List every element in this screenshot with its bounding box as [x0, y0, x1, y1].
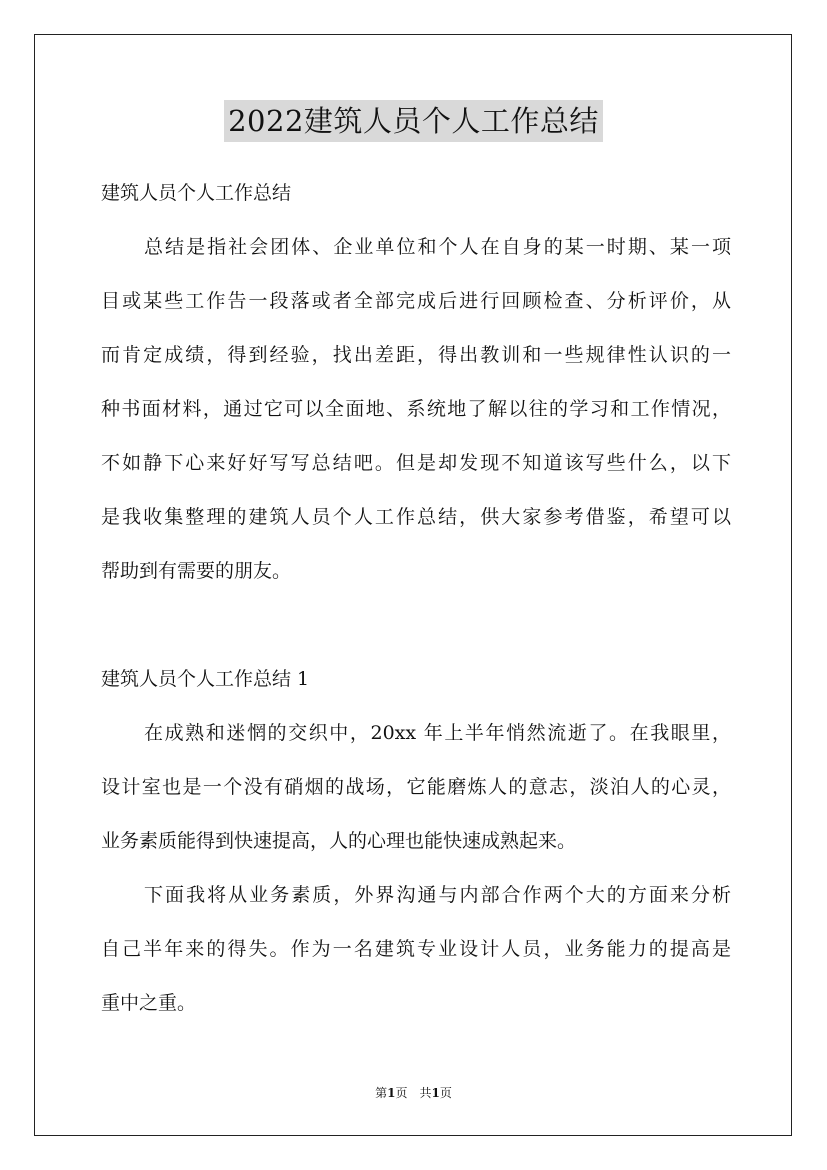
document-body	[101, 175, 731, 1039]
section-paragraph	[101, 715, 731, 877]
paragraph-line: 设计室也是一个没有硝烟的战场，它能磨炼人的意志，淡泊人的心灵，	[101, 776, 731, 798]
page-label-prefix: 第	[375, 1086, 388, 1100]
paragraph-line: 总结是指社会团体、企业单位和个人在自身的某一时期、某一项	[144, 236, 731, 258]
paragraph-line: 是我收集整理的建筑人员个人工作总结，供大家参考借鉴，希望可以	[101, 506, 731, 528]
document-title: 2022建筑人员个人工作总结	[224, 100, 603, 142]
page-footer	[0, 1084, 827, 1101]
paragraph-line: 自己半年来的得失。作为一名建筑专业设计人员，业务能力的提高是	[101, 938, 731, 960]
title-container	[0, 100, 827, 142]
section-heading: 建筑人员个人工作总结 1	[101, 668, 310, 690]
paragraph-line: 目或某些工作告一段落或者全部完成后进行回顾检查、分析评价，从	[101, 290, 731, 312]
page-current: 1	[387, 1086, 396, 1100]
paragraph-line: 种书面材料，通过它可以全面地、系统地了解以往的学习和工作情况，	[101, 398, 731, 420]
paragraph-line: 业务素质能得到快速提高，人的心理也能快速成熟起来。	[101, 830, 577, 852]
paragraph-line: 下面我将从业务素质，外界沟通与内部合作两个大的方面来分析	[144, 884, 731, 906]
paragraph-line: 不如静下心来好好写写总结吧。但是却发现不知道该写些什么，以下	[101, 452, 731, 474]
intro-paragraph	[101, 229, 731, 607]
paragraph-line: 在成熟和迷惘的交织中，20xx 年上半年悄然流逝了。在我眼里，	[144, 722, 731, 744]
section-paragraph	[101, 877, 731, 1039]
paragraph-line: 而肯定成绩，得到经验，找出差距，得出教训和一些规律性认识的一	[101, 344, 731, 366]
paragraph-line: 重中之重。	[101, 992, 197, 1014]
paragraph-line: 帮助到有需要的朋友。	[101, 560, 292, 582]
page-label-mid: 页 共	[395, 1086, 432, 1100]
section-spacer	[101, 607, 731, 661]
page-label-suffix: 页	[439, 1086, 452, 1100]
intro-heading: 建筑人员个人工作总结	[101, 182, 292, 204]
page-total: 1	[431, 1086, 440, 1100]
